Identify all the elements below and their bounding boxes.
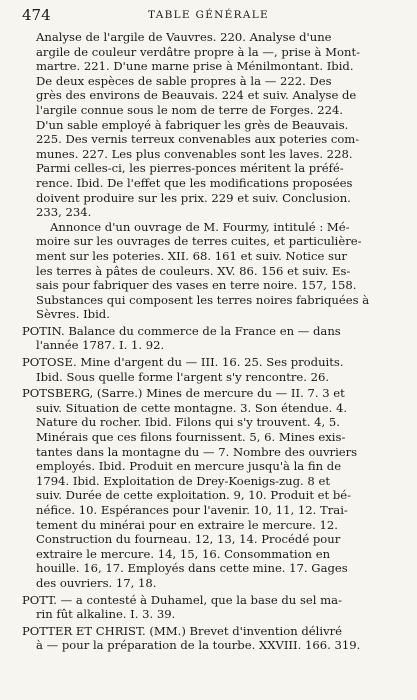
index-line: sais pour fabriquer des vases en terre noire. 157, 158. xyxy=(36,278,357,293)
index-line: argile de couleur verdâtre propre à la —, prise à Mont- xyxy=(36,44,361,59)
index-line: suiv. Situation de cette montagne. 3. Son étendue. 4. xyxy=(36,400,348,415)
index-line: POTOSE. Mine d'argent du — III. 16. 25. Ses produits. xyxy=(22,355,344,370)
index-line: tantes dans la montagne du — 7. Nombre des ouvriers xyxy=(36,444,358,459)
index-line: Substances qui composent les terres noires fabriquées à xyxy=(36,292,370,307)
index-line: doivent produire sur les prix. 229 et suiv. Conclusion. xyxy=(36,190,351,205)
index-line: Sèvres. Ibid. xyxy=(36,307,110,322)
index-line: munes. 227. Les plus convenables sont les laves. 228. xyxy=(36,146,353,161)
index-line: POTTER ET CHRIST. (MM.) Brevet d'invention délivré xyxy=(22,623,343,638)
index-line: Parmi celles-ci, les pierres-ponces méritent la préfé- xyxy=(36,161,344,176)
index-line: rin fût alkaline. I. 3. 39. xyxy=(36,607,176,622)
index-line: Analyse de l'argile de Vauvres. 220. Analyse d'une xyxy=(36,30,332,44)
index-line: Nature du rocher. Ibid. Filons qui s'y trouvent. 4, 5. xyxy=(36,415,340,430)
index-line: ment sur les poteries. XII. 68. 161 et suiv. Notice sur xyxy=(36,248,347,263)
index-line: employés. Ibid. Produit en mercure jusqu'à la fin de xyxy=(36,459,342,474)
index-line: extraire le mercure. 14, 15, 16. Consommation en xyxy=(36,546,331,561)
running-head: TABLE GÉNÉRALE xyxy=(148,9,269,21)
page-header xyxy=(0,0,417,30)
index-line: suiv. Durée de cette exploitation. 9, 10. Produit et bé- xyxy=(36,488,352,503)
index-line: 233, 234. xyxy=(36,205,92,220)
index-line: à — pour la préparation de la tourbe. XXVIII. 166. 319. xyxy=(36,638,361,653)
index-body xyxy=(22,30,397,653)
index-line: Annonce d'un ouvrage de M. Fourmy, intitulé : Mé- xyxy=(50,219,350,234)
index-line: l'année 1787. I. 1. 92. xyxy=(36,338,165,353)
index-line: l'argile connue sous le nom de terre de Forges. 224. xyxy=(36,102,344,117)
index-line: 1794. Ibid. Exploitation de Drey-Koenigs-zug. 8 et xyxy=(36,473,331,488)
index-line: tement du minérai pour en extraire le mercure. 12. xyxy=(36,517,338,532)
index-line: De deux espèces de sable propres à la — 222. Des xyxy=(36,73,332,88)
index-line: des ouvriers. 17, 18. xyxy=(36,575,157,590)
page-number: 474 xyxy=(22,6,51,24)
index-line: POTIN. Balance du commerce de la France en — dans xyxy=(22,323,341,338)
index-line: D'un sable employé à fabriquer les grès de Beauvais. xyxy=(36,117,349,132)
index-line: Minérais que ces filons fournissent. 5, 6. Mines exis- xyxy=(36,430,346,445)
index-line: 225. Des vernis terreux convenables aux poteries com- xyxy=(36,132,360,147)
index-line: moire sur les ouvrages de terres cuites, et particulière- xyxy=(36,234,362,249)
index-line: Construction du fourneau. 12, 13, 14. Procédé pour xyxy=(36,532,341,547)
index-line: les terres à pâtes de couleurs. XV. 86. 156 et suiv. Es- xyxy=(36,263,351,278)
index-line: rence. Ibid. De l'effet que les modifications proposées xyxy=(36,175,353,190)
index-line: grès des environs de Beauvais. 224 et suiv. Analyse de xyxy=(36,88,357,103)
index-line: néfice. 10. Espérances pour l'avenir. 10, 11, 12. Trai- xyxy=(36,503,348,517)
index-line: Ibid. Sous quelle forme l'argent s'y rencontre. 26. xyxy=(36,369,330,384)
index-line: houille. 16, 17. Employés dans cette mine. 17. Gages xyxy=(36,561,348,576)
index-line: POTT. — a contesté à Duhamel, que la base du sel ma- xyxy=(22,592,342,607)
index-line: martre. 221. D'une marne prise à Ménilmontant. Ibid. xyxy=(36,59,354,74)
index-line: POTSBERG, (Sarre.) Mines de mercure du — II. 7. 3 et xyxy=(22,386,345,401)
